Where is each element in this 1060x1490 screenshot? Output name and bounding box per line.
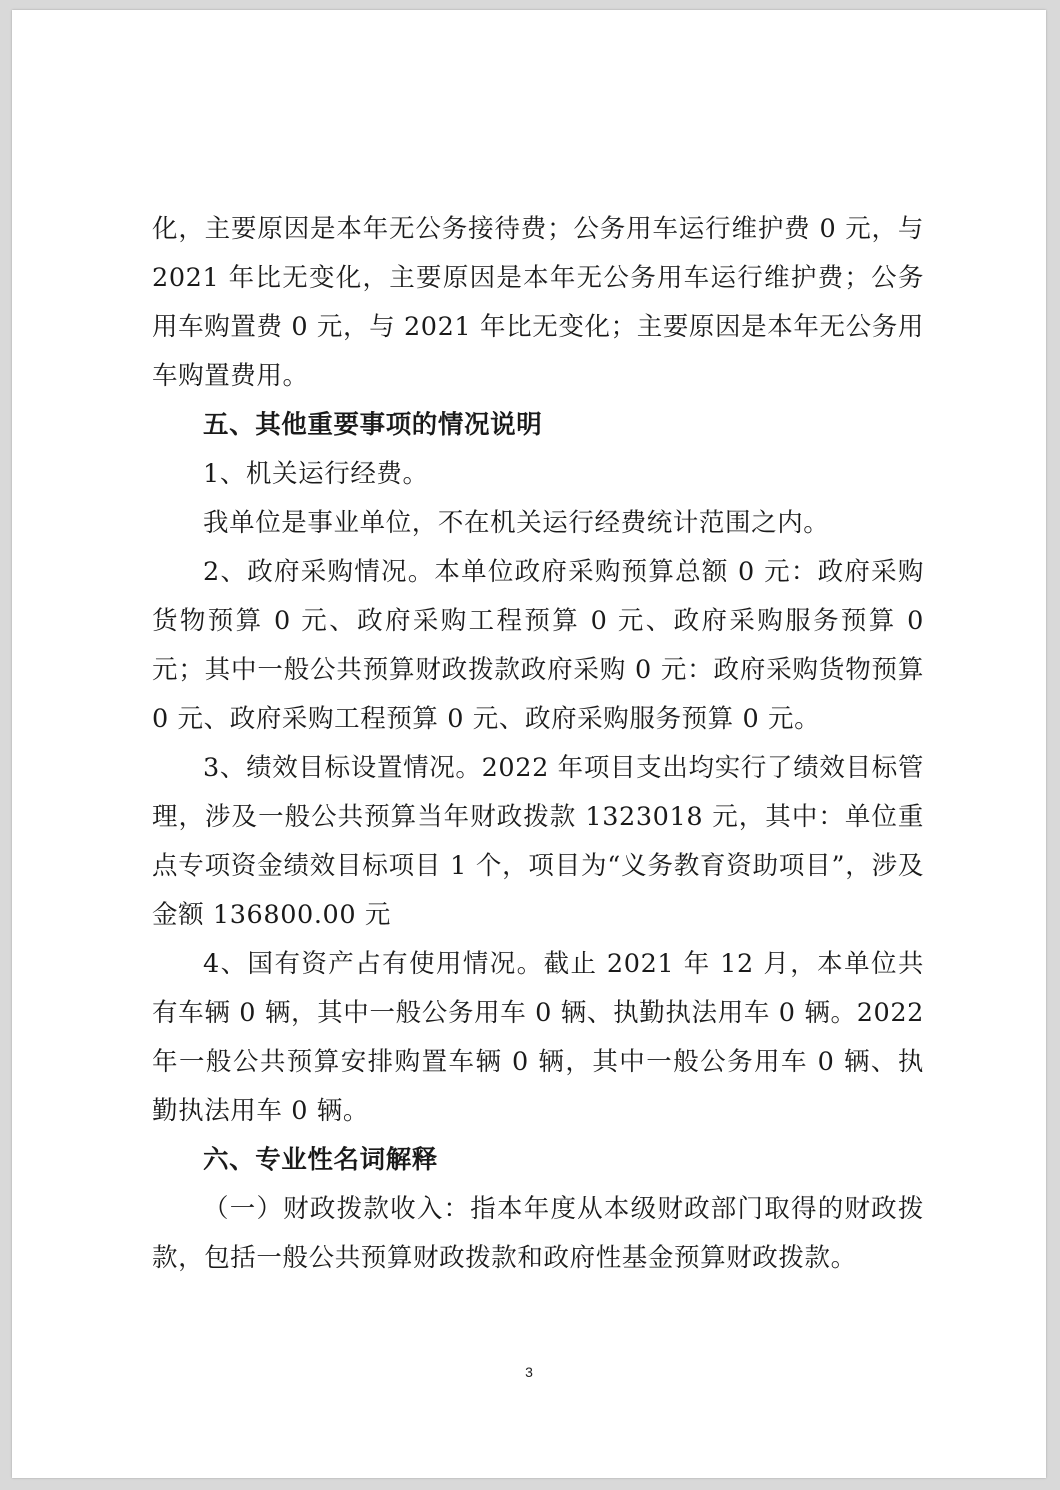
paragraph-state-assets: 4、国有资产占有使用情况。截止 2021 年 12 月，本单位共有车辆 0 辆，其中一般公务用车 0 辆、执勤执法用车 0 辆。2022 年一般公共预算安排购置车辆 0 辆，其中一般公务用车 0 辆、执勤执法用车 0 辆。 <box>152 949 924 1126</box>
paragraph-continued-reception-vehicle-costs: 化，主要原因是本年无公务接待费；公务用车运行维护费 0 元，与 2021 年比无变化，主要原因是本年无公务用车运行维护费；公务用车购置费 0 元，与 2021 年比无变化；主要原因是本年无公务用车购置费用。 <box>152 214 924 391</box>
paragraph-fiscal-appropriation-income: （一）财政拨款收入：指本年度从本级财政部门取得的财政拨款，包括一般公共预算财政拨款和政府性基金预算财政拨款。 <box>152 1194 924 1273</box>
paragraph-government-procurement: 2、政府采购情况。本单位政府采购预算总额 0 元：政府采购货物预算 0 元、政府采购工程预算 0 元、政府采购服务预算 0 元；其中一般公共预算财政拨款政府采购 0 元：政府采购货物预算 0 元、政府采购工程预算 0 元、政府采购服务预算 0 元。 <box>152 557 951 734</box>
paragraph-operating-expenses-note: 我单位是事业单位，不在机关运行经费统计范围之内。 <box>203 508 830 538</box>
paragraph-performance-targets: 3、绩效目标设置情况。2022 年项目支出均实行了绩效目标管理，涉及一般公共预算当年财政拨款 1323018 元，其中：单位重点专项资金绩效目标项目 1 个，项目为“义务教育资助项目”，涉及金额 136800.00 元 <box>152 753 924 930</box>
document-body <box>152 205 951 1283</box>
document-page <box>12 10 1046 1478</box>
section-heading-terminology: 六、专业性名词解释 <box>203 1145 438 1175</box>
section-heading-other-matters: 五、其他重要事项的情况说明 <box>203 410 543 440</box>
page-number: 3 <box>525 1364 533 1380</box>
paragraph-operating-expenses-title: 1、机关运行经费。 <box>203 459 429 489</box>
